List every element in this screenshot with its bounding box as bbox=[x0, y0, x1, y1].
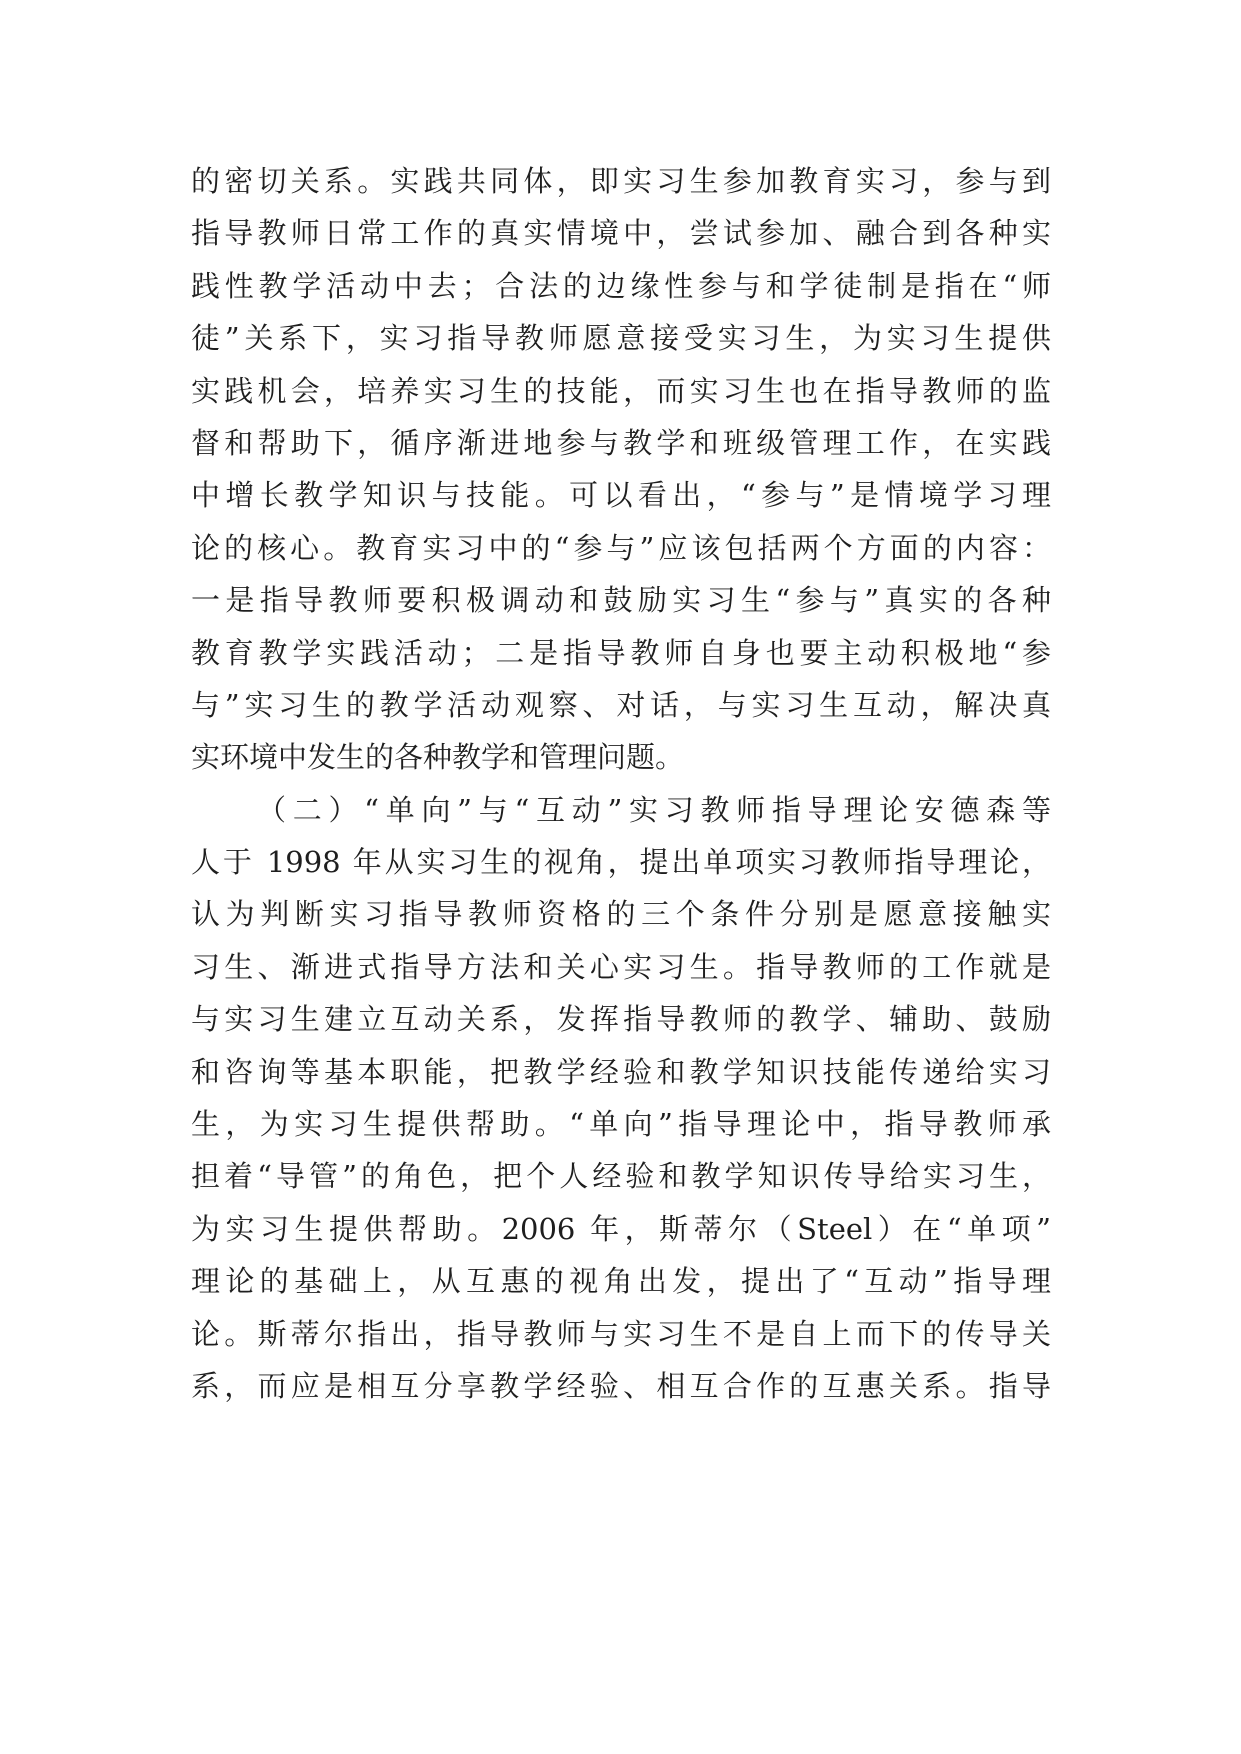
text-line: 人于 1998 年从实习生的视角，提出单项实习教师指导理论， bbox=[191, 845, 1051, 880]
text-line: 系，而应是相互分享教学经验、相互合作的互惠关系。指导 bbox=[191, 1368, 1051, 1403]
section-heading-line: （二）“单向”与“互动”实习教师指导理论安德森等 bbox=[257, 792, 1051, 827]
text-line: 论的核心。教育实习中的“参与”应该包括两个方面的内容： bbox=[191, 530, 1051, 565]
text-line: 督和帮助下，循序渐进地参与教学和班级管理工作，在实践 bbox=[191, 425, 1051, 460]
text-line: 徒”关系下，实习指导教师愿意接受实习生，为实习生提供 bbox=[191, 321, 1051, 356]
text-line: 指导教师日常工作的真实情境中，尝试参加、融合到各种实 bbox=[191, 216, 1051, 251]
text-line: 教育教学实践活动；二是指导教师自身也要主动积极地“参 bbox=[191, 635, 1051, 670]
text-line: 实践机会，培养实习生的技能，而实习生也在指导教师的监 bbox=[191, 373, 1051, 408]
text-line: 认为判断实习指导教师资格的三个条件分别是愿意接触实 bbox=[191, 897, 1051, 932]
text-line: 和咨询等基本职能，把教学经验和教学知识技能传递给实习 bbox=[191, 1054, 1051, 1089]
text-line: 为实习生提供帮助。2006 年，斯蒂尔（Steel）在“单项” bbox=[191, 1211, 1051, 1246]
text-line: 实环境中发生的各种教学和管理问题。 bbox=[191, 740, 685, 775]
text-line: 一是指导教师要积极调动和鼓励实习生“参与”真实的各种 bbox=[191, 583, 1051, 618]
text-line: 习生、渐进式指导方法和关心实习生。指导教师的工作就是 bbox=[191, 949, 1051, 984]
text-line: 论。斯蒂尔指出，指导教师与实习生不是自上而下的传导关 bbox=[191, 1316, 1051, 1351]
body-text bbox=[191, 155, 1051, 1412]
text-line: 与实习生建立互动关系，发挥指导教师的教学、辅助、鼓励 bbox=[191, 1002, 1051, 1037]
text-line: 生，为实习生提供帮助。“单向”指导理论中，指导教师承 bbox=[191, 1107, 1051, 1142]
text-line: 的密切关系。实践共同体，即实习生参加教育实习，参与到 bbox=[191, 164, 1051, 198]
text-line: 践性教学活动中去；合法的边缘性参与和学徒制是指在“师 bbox=[191, 268, 1051, 303]
text-line: 理论的基础上，从互惠的视角出发，提出了“互动”指导理 bbox=[191, 1264, 1051, 1299]
text-line: 担着“导管”的角色，把个人经验和教学知识传导给实习生， bbox=[191, 1159, 1051, 1194]
text-line: 中增长教学知识与技能。可以看出，“参与”是情境学习理 bbox=[191, 478, 1051, 513]
text-line: 与”实习生的教学活动观察、对话，与实习生互动，解决真 bbox=[191, 687, 1051, 722]
